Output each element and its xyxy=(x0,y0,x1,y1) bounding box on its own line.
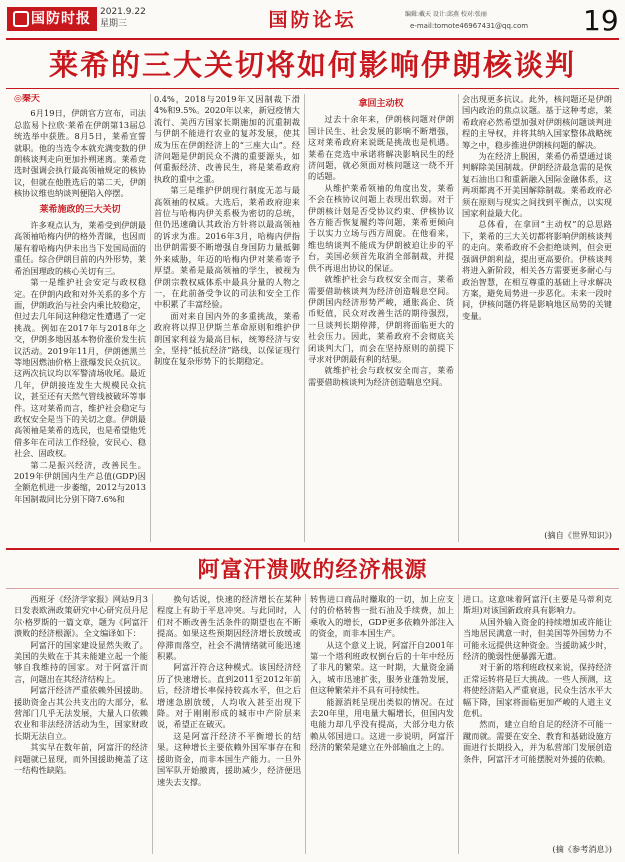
article1-column-3 xyxy=(308,94,454,544)
article2-column-2 xyxy=(157,594,301,856)
section-title: 国防论坛 xyxy=(268,9,357,31)
paragraph: 其实早在数年前，阿富汗的经济问题就已显现，而外国援助掩盖了这一结构性缺陷。 xyxy=(14,742,148,776)
page-number: 19 xyxy=(583,4,619,37)
paragraph: 为在经济上脱困，莱希仍希望通过谈判解除美国制裁。伊朗经济最急需的是恢复石油出口和重新融入国际金融体系，这两项都离不开美国解除制裁。莱希政府必须在原则与现实之间找到平衡点，以实现国家利益最大化。 xyxy=(462,151,612,219)
paragraph: 阿富汗的国家建设显然失败了。美国的失败在于其未能建立起一个能够自我维持的国家。对于阿富汗而言，问题出在其经济结构上。 xyxy=(14,639,148,684)
article1-source-box xyxy=(462,530,612,544)
paragraph: 进口。这意味着阿富汗(主要是马蒂利克斯坦)对该国新政府具有影响力。 xyxy=(463,594,612,616)
paragraph: 总体看，在拿回“主动权”的总思路下，莱希的三大关切都将影响伊朗核谈判的走向。莱希政府不会拒绝谈判，但会更强调伊朗利益，提出更高要价。伊核谈判将进入新阶段，相关各方需要更多耐心与政治智慧，在相互尊重的基础上寻求解决方案，避免局势进一步恶化。未来一段时间，伊核问题仍将是影响地区局势的关键变量。 xyxy=(462,219,612,321)
paragraph: 从这个意义上说，阿富汗自2001年第一个塔利班政权倒台后的十年中经历了非凡的繁荣。这一时期，大量资金涌入，城市迅速扩张，服务业蓬勃发展，但这种繁荣并不具有可持续性。 xyxy=(310,639,454,696)
article1-byline: ◎秦天 xyxy=(14,94,40,104)
masthead-logo: 国防时报 xyxy=(7,7,97,31)
paragraph: 第二是振兴经济，改善民生。2019年伊朗国内生产总值(GDP)因全额危机进一步萎缩，2012与2013年国制裁同比分别下降7.6%和 xyxy=(14,459,146,504)
column-divider xyxy=(305,594,306,854)
paragraph: 能源消耗呈现出类似的情况。在过去20年里，用电量大幅增长，但国内发电能力却几乎没有提高，大部分电力依赖从邻国进口。这进一步说明，阿富汗经济的繁荣是建立在外部输血之上的。 xyxy=(310,696,454,753)
article2-column-4 xyxy=(463,594,612,844)
article2-column-1 xyxy=(14,594,148,856)
article1-column-1 xyxy=(14,94,146,544)
article1-source: (摘自《世界知识》) xyxy=(544,530,612,540)
paragraph: 第一是维护社会安定与政权稳定。在伊朗内政和对外关系的多个方面，伊朗政治与社会内乘比较稳定，但过去几年间这种稳定性遭遇了一定挑战。例如在2017年与2018年之交，伊朗多地因基本物价涨价发生抗议活动。2019年11月，伊朗德黑兰等地因燃油价格上涨爆发民众抗议。这两次抗议均以军警清场收尾。最近几年，伊朗接连发生大规模民众抗议，甚至还有天然气管线被破坏等事件。这对莱希而言，维护社会稳定与政权安全是当下的关切之意。伊朗最高领袖是莱希的选民，也是希望他凭借多年在司法工作经验，安民心、稳社会、固政权。 xyxy=(14,277,146,459)
paragraph: 6月19日，伊朗官方宣布，司法总监易卜拉欣·莱希在伊朗第13届总统选举中获胜。8月5日，莱希宣誓就职。他的当选令本就充满变数的伊朗核谈判走向更加扑朔迷离。莱希竞选时强调会执行最高领袖规定的核协议，但就在他胜选后的第二天，伊朗核协议维也纳谈判便陷入停摆。 xyxy=(14,108,146,199)
article2-column-3 xyxy=(310,594,454,856)
paragraph: 然而，建立自给自足的经济不可能一蹴而就。需要在安全、教育和基础设施方面进行长期投入，并为私营部门发展创造条件，阿富汗才可能摆脱对外援的依赖。 xyxy=(463,719,612,764)
column-divider xyxy=(458,94,459,542)
headline-rule xyxy=(6,88,619,89)
paragraph: 对于新的塔利班政权来说，保持经济正常运转将是巨大挑战。一些人预测，这将使经济陷入严重衰退，民众生活水平大幅下降，国家将面临更加严峻的人道主义危机。 xyxy=(463,662,612,719)
article1-headline: 莱希的三大关切将如何影响伊朗核谈判 xyxy=(48,48,576,82)
article2-headline: 阿富汗溃败的经济根源 xyxy=(197,558,428,583)
paragraph: 第三是维护伊朗现行制度无恙与最高领袖的权威。大选后，莱希政府迎来首位与哈梅内伊关系极为密切的总统，但仍迅速确认其政治方针将以最高领袖的诉求为准。2016年3月，哈梅内伊指出伊朗需要不断增强自身国防力量抵御外来威胁，年迈的哈梅内伊对莱希寄予厚望。莱希是最高领袖的学生，被视为伊朗宗教权威体系中最具分量的人物之一，在此前备受争议的司法和安全工作中积累了丰富经验。 xyxy=(154,185,300,310)
paragraph: 过去十余年来，伊朗核问题对伊朗国计民生、社会发展的影响不断增强，这对莱希政府来说既是挑战也是机遇。莱希在竞选中承诺将解决影响民生的经济问题，就必须面对核问题这一绕不开的话题。 xyxy=(308,114,454,182)
paragraph: 就维护社会与政权安全而言，莱希需要借助核谈判为经济创造喘息空间。 xyxy=(308,365,454,387)
article1-column-4 xyxy=(462,94,612,530)
paragraph: 西班牙《经济学家报》网站9月3日发表欧洲政策研究中心研究员丹尼尔·格罗斯的一篇文章，题为《阿富汗溃败的经济根源》。全文编译如下： xyxy=(14,594,148,639)
paragraph: 从维护莱希领袖的角度出发，莱希不会在核协议问题上表现出软弱。对于伊朗核计划是否受协议约束、伊核协议各方能否恢复履约等问题，莱希更倾向于以实力立场与西方周旋。在他看来，维也纳谈判不能成为伊朗被迫让步的平台，美国必须首先取消全部制裁，并提供不再退出协议的保证。 xyxy=(308,182,454,273)
paragraph: 从国外输入资金的持续增加或许能让当地居民满意一时，但美国等外国势力不可能永远提供这种资金。当援助减少时，经济的脆弱性便暴露无遗。 xyxy=(463,616,612,662)
headline-rule xyxy=(6,588,619,589)
page-header xyxy=(0,0,625,42)
paragraph: 0.4%，2018与2019年又因制裁下滑4%和9.5%。2020年以来，新冠疫情大流行、美西方国家长期施加的沉重制裁与伊朗不能进行农业的复苏发展，使其成为压在伊朗经济上的“三座大山”。经济问题是伊朗民众不满的重要源头，如何重振经济、改善民生，将是莱希政府执政的重中之重。 xyxy=(154,94,300,184)
paragraph: 会出现更多抗议。此外，核问题还是伊朗国内政治的焦点议题。基于这种考虑，莱希政府必然希望加强对伊朗核问题谈判进程的主导权，并将其纳入国家整体战略统筹之中，稳步推进伊朗核问题的解决。 xyxy=(462,94,612,150)
paragraph: 面对来自国内外的多重挑战，莱希政府将以捍卫伊斯兰革命原则和维护伊朗国家利益为最高目标，统筹经济与安全，坚持“抵抗经济”路线，以保证现行制度在复杂形势下的长期稳定。 xyxy=(154,310,300,367)
article2-source-box xyxy=(463,844,612,858)
paragraph: 就维护社会与政权安全而言，莱希需要借助核谈判为经济创造喘息空间。伊朗国内经济形势严峻，通胀高企、货币贬值，民众对改善生活的期待强烈，一旦谈判长期停滞，伊朗将面临更大的社会压力。因此，莱希政府不会彻底关闭谈判大门，而会在坚持原则的前提下寻求对伊朗最有利的结果。 xyxy=(308,274,454,364)
paragraph: 转售进口商品时赚取的一切，加上应支付的价格转售一批石油及手续费，加上乘收入的增长，GDP更多依赖外部注入的资金，而非本国生产。 xyxy=(310,594,454,639)
article1-subheading-2: 拿回主动权 xyxy=(358,99,404,109)
article-separator xyxy=(6,548,619,550)
header-rule xyxy=(6,38,619,40)
paragraph: 这是阿富汗经济不平衡增长的结果。这种增长主要依赖外国军事存在和援助资金，而非本国生产能力。一旦外国军队开始撤离，援助减少，经济便迅速失去支撑。 xyxy=(157,730,301,787)
article1-column-2 xyxy=(154,94,300,544)
issue-date: 2021.9.22 星期三 xyxy=(100,7,146,29)
paragraph: 阿富汗符合这种模式。该国经济经历了快速增长。直到2011至2012年前后，经济增长率保持较高水平，但之后增速急剧放缓，人均收入甚至出现下降。对于刚刚形成的城市中产阶层来说，希望正在破灭。 xyxy=(157,662,301,730)
paragraph: 换句话说，快速的经济增长在某种程度上有助于平息冲突。与此同时，人们对不断改善生活条件的期望也在不断提高。如果这些预期因经济增长放缓或停滞而落空，社会不满情绪就可能迅速积累。 xyxy=(157,594,301,662)
editor-credits: 编辑:戴天 设计:邱燕 校对:张丽 xyxy=(405,11,487,18)
contact-email: e-mail:tomote46967431@qq.com xyxy=(410,22,529,30)
paragraph: 阿富汗经济严重依赖外国援助。援助资金占其公共支出的大部分，私营部门几乎无法发展，大量人口依赖农业和非法经济活动为生，国家财政长期无法自立。 xyxy=(14,685,148,741)
column-divider xyxy=(458,594,459,854)
paragraph: 许多观点认为，莱希受到伊朗最高领袖哈梅内伊的格外青睐，也因而屡有着哈梅内伊未出当下发国局面的重任。综合伊朗目前的内外形势，莱希治国理政的核心关切有三。 xyxy=(14,220,146,276)
column-divider xyxy=(304,94,305,542)
article2-source: (摘《参考消息》) xyxy=(552,844,612,854)
article1-subheading-1: 莱希施政的三大关切 xyxy=(39,204,121,215)
column-divider xyxy=(150,94,151,542)
column-divider xyxy=(152,594,153,854)
